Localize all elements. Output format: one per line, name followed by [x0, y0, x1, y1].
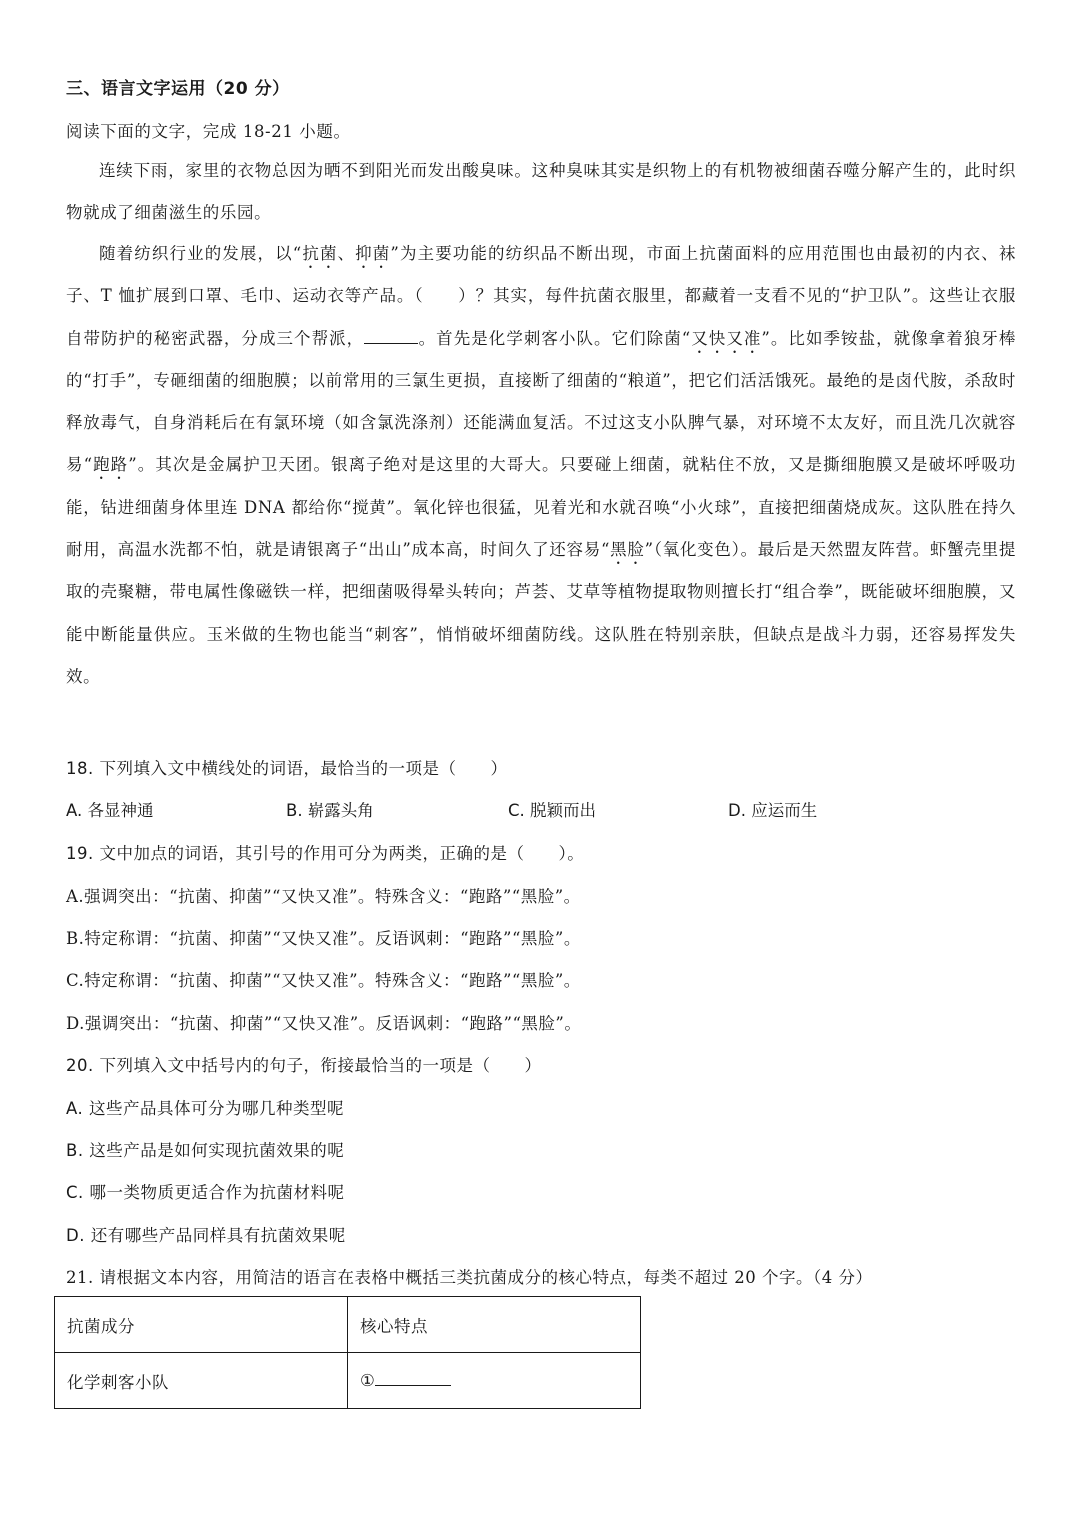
question-20-option-b: B. 这些产品是如何实现抗菌效果的呢 [66, 1141, 345, 1160]
table-row [55, 1353, 641, 1409]
passage-text: ”。比如季铵盐，就像拿着狼牙棒的“打手”，专砸细菌的细胞膜；以前常用的三氯生更损，直接断了细菌的“粮道”，把它们活活饿死。最绝的是卤代胺，杀敌时释放毒气，自身消耗后在有氯环境（如含氯洗涤剂）还能满血复活。不过这支小队脾气暴，对环境不太友好，而且洗几次就容易“ [66, 328, 1017, 475]
table-answer-cell[interactable] [348, 1353, 641, 1409]
option-a: A. 各显神通 [66, 801, 154, 820]
passage-text: 随着纺织行业的发展，以“ [99, 244, 302, 263]
table-header-row [55, 1297, 641, 1353]
answer-number: ① [360, 1371, 376, 1390]
passage-text: ”。其次是金属护卫天团。银离子绝对是这里的大哥大。只要碰上细菌，就粘住不放，又是撕细胞膜又是破坏呼吸功能，钻进细菌身体里连 DNA 都给你“搅黄”。氧化锌也很猛，见着光和水就召唤“小火球”，直接把细菌烧成灰。这队胜在持久耐用，高温水洗都不怕，就是请银离子“出山”成本高，时间久了还容易“ [66, 455, 1016, 560]
option-b: B. 崭露头角 [286, 801, 374, 820]
dotted-word-heilian: 黑脸 [610, 540, 645, 560]
question-20-stem: 20. 下列填入文中括号内的句子，衔接最恰当的一项是（ ） [66, 1056, 542, 1075]
question-19-option-d: D.强调突出：“抗菌、抑菌”“又快又准”。反语讽刺：“跑路”“黑脸”。 [66, 1014, 582, 1033]
question-19-option-b: B.特定称谓：“抗菌、抑菌”“又快又准”。反语讽刺：“跑路”“黑脸”。 [66, 929, 581, 948]
question-19-stem: 19. 文中加点的词语，其引号的作用可分为两类，正确的是（ ）。 [66, 844, 585, 863]
passage-text: ”为主要功能的纺织品不断出现，市面上抗菌面料的应用范围也由最初的内衣、袜子、T 恤扩展到口罩、毛巾、运动衣等产品。（ ）？其实，每件抗菌衣服里，都藏着一支看不见的“护卫队”。这些让衣服自带防护的秘密武器，分成三个帮派， [66, 244, 1016, 348]
passage-paragraph-1: 连续下雨，家里的衣物总因为晒不到阳光而发出酸臭味。这种臭味其实是织物上的有机物被细菌吞噬分解产生的，此时织物就成了细菌滋生的乐园。 [66, 161, 1016, 223]
option-d: D. 应运而生 [728, 801, 818, 820]
reading-instruction: 阅读下面的文字，完成 18-21 小题。 [66, 122, 351, 141]
dotted-word-paolu: 跑路 [92, 455, 129, 475]
table-header-cell: 核心特点 [348, 1297, 641, 1353]
dotted-word-kangjun: 抗菌、抑菌 [301, 244, 391, 263]
table-cell: 化学刺客小队 [55, 1353, 348, 1409]
question-19-option-a: A.强调突出：“抗菌、抑菌”“又快又准”。特殊含义：“跑路”“黑脸”。 [66, 887, 581, 906]
question-20-option-a: A. 这些产品具体可分为哪几种类型呢 [66, 1099, 344, 1118]
answer-table [54, 1296, 641, 1409]
passage-paragraph-2 [66, 233, 1016, 698]
question-18-stem: 18. 下列填入文中横线处的词语，最恰当的一项是（ ） [66, 759, 508, 778]
fill-in-blank [364, 327, 418, 344]
answer-blank[interactable] [375, 1371, 451, 1386]
question-21-stem: 21. 请根据文本内容，用简洁的语言在表格中概括三类抗菌成分的核心特点，每类不超过 20 个字。（4 分） [66, 1268, 873, 1287]
question-19-option-c: C.特定称谓：“抗菌、抑菌”“又快又准”。特殊含义：“跑路”“黑脸”。 [66, 971, 581, 990]
passage-text: 。首先是化学刺客小队。它们除菌“ [418, 328, 691, 348]
section-title: 三、语言文字运用（20 分） [66, 79, 290, 99]
dotted-word-youkuaiyouzhun: 又快又准 [690, 328, 762, 348]
option-c: C. 脱颖而出 [508, 801, 597, 820]
table-header-cell: 抗菌成分 [55, 1297, 348, 1353]
passage-text: ”（氧化变色）。最后是天然盟友阵营。虾蟹壳里提取的壳聚糖，带电属性像磁铁一样，把细菌吸得晕头转向；芦荟、艾草等植物提取物则擅长打“组合拳”，既能破坏细胞膜，又能中断能量供应。玉米做的生物也能当“刺客”，悄悄破坏细菌防线。这队胜在特别亲肤，但缺点是战斗力弱，还容易挥发失效。 [66, 540, 1017, 686]
question-20-option-c: C. 哪一类物质更适合作为抗菌材料呢 [66, 1183, 345, 1202]
question-20-option-d: D. 还有哪些产品同样具有抗菌效果呢 [66, 1226, 346, 1245]
